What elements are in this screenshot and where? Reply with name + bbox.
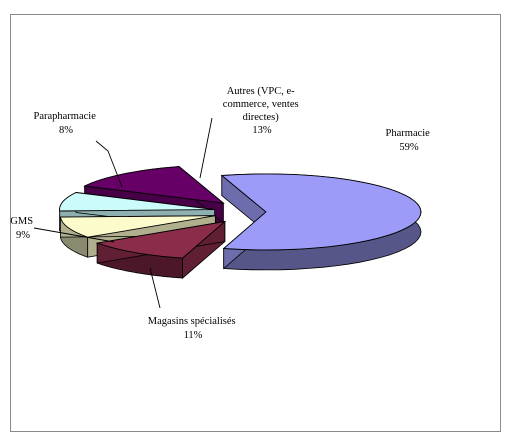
label-autres: Autres (VPC, e- commerce, ventes directes) 13% [222,86,299,136]
leader-autres [200,118,212,178]
label-gms: GMS 9% [10,216,34,241]
label-parapharmacie: Parapharmacie 8% [33,111,96,136]
label-pharmacie: Pharmacie 59% [385,128,430,153]
label-magasins: Magasins spécialisés 11% [147,316,236,341]
